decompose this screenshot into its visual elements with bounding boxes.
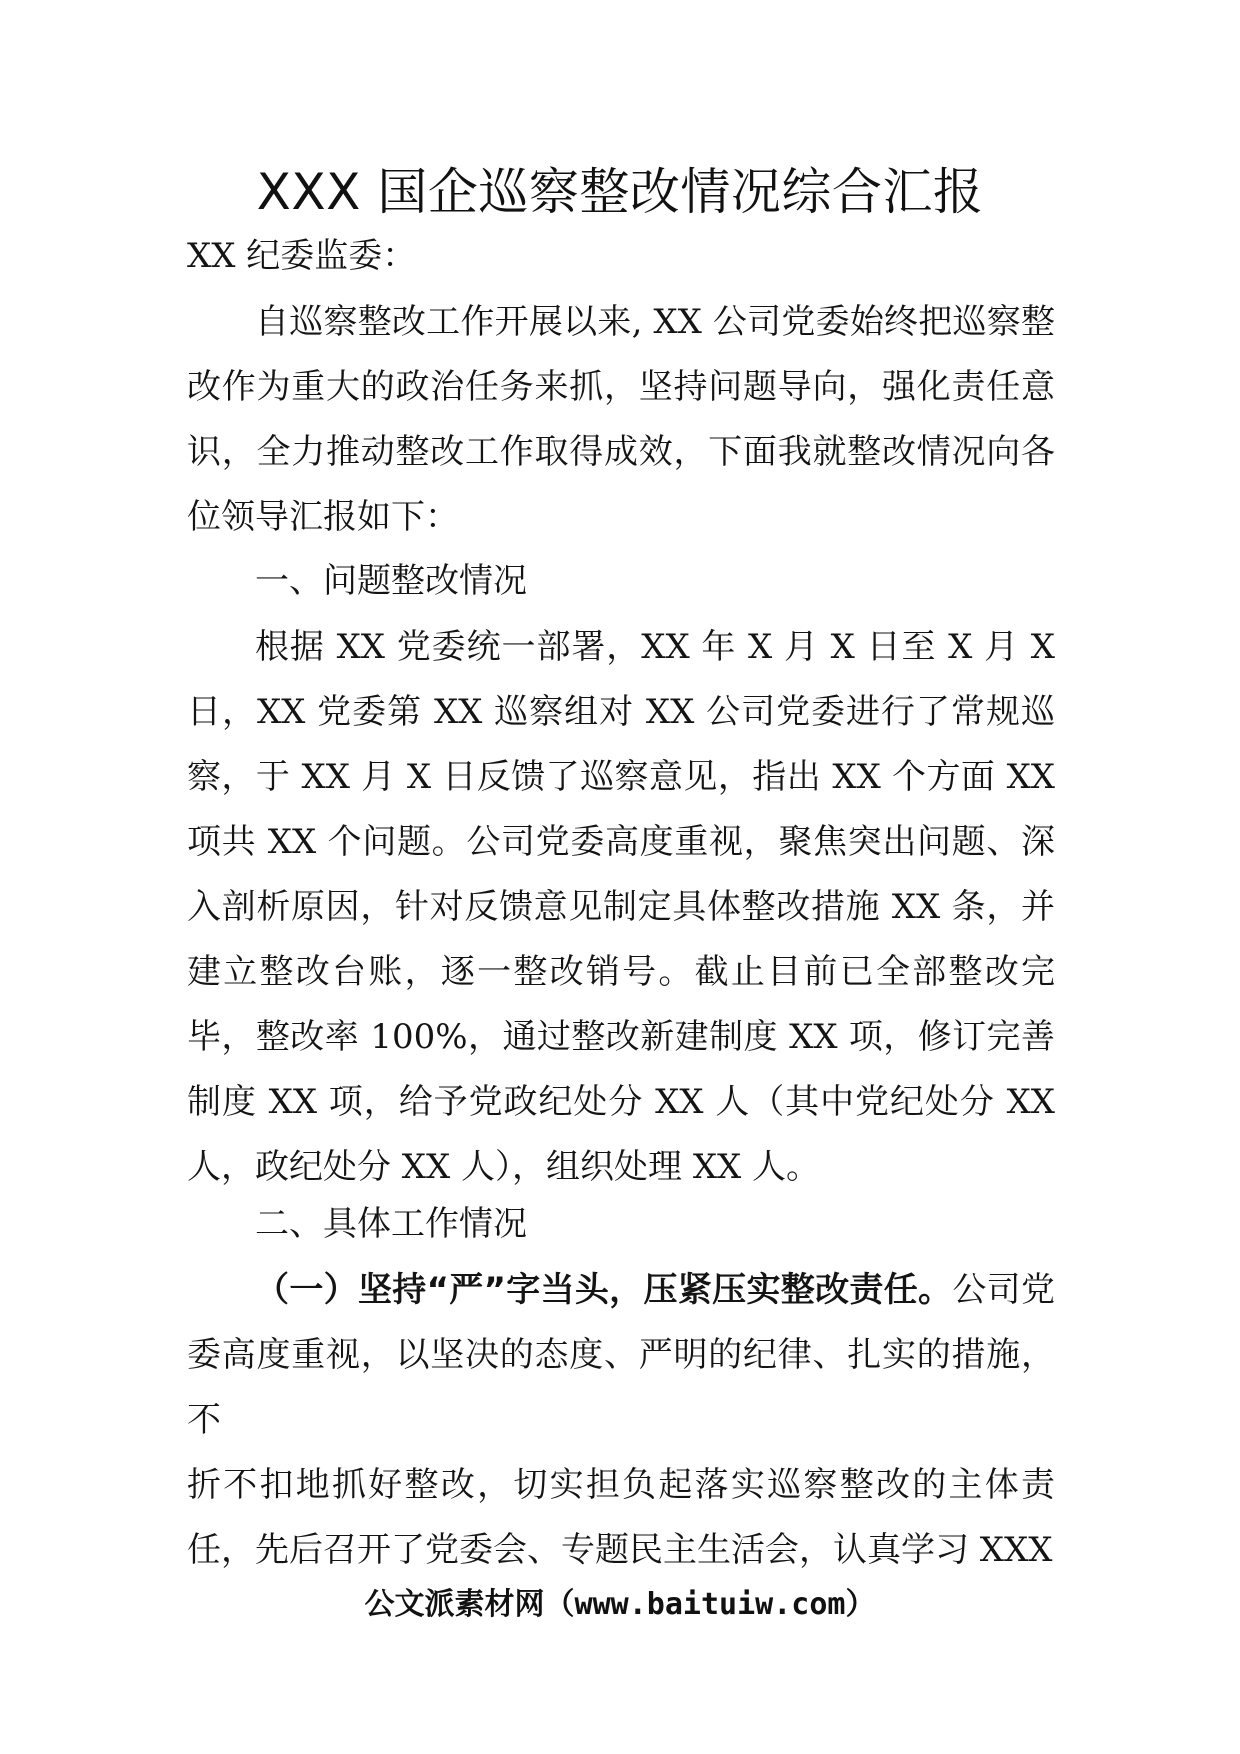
paragraph-lead-rest: 公司党委高度重视，以坚决的态度、严明的纪律、扎实的措施，不 — [187, 1270, 1055, 1440]
paragraph-continued: 折不扣地抓好整改，切实担负起落实巡察整改的主体责任，先后召开了党委会、专题民主生活会，认真学习 XXX — [187, 1465, 1055, 1570]
paragraph-lead-bold: （一）坚持“严”字当头，压紧压实整改责任。 — [255, 1270, 953, 1310]
section-heading-1: 一、问题整改情况 — [255, 561, 527, 601]
document-title: XXX 国企巡察整改情况综合汇报 — [256, 163, 984, 221]
paragraph-strict-responsibility — [187, 1258, 1055, 1453]
paragraph-rectification: 根据 XX 党委统一部署，XX 年 X 月 X 日至 X 月 X 日，XX 党委第 XX 巡察组对 XX 公司党委进行了常规巡察，于 XX 月 X 日反馈了巡察意见，指出 XX 个方面 XX 项共 XX 个问题。公司党委高度重视，聚焦突出问题、深入剖析原因，针对反馈意见制定具体整改措施 XX 条，并建立整改台账，逐一整改销号。截止目前已全部整改完毕，整改率 100%，通过整改新建制度 XX 项，修订完善制度 XX 项，给予党政纪处分 XX 人（其中党纪处分 XX 人，政纪处分 XX 人），组织处理 XX 人。 — [187, 627, 1055, 1187]
section-heading-2: 二、具体工作情况 — [255, 1204, 527, 1244]
paragraph-intro: 自巡察整改工作开展以来, XX 公司党委始终把巡察整改作为重大的政治任务来抓，坚持问题导向，强化责任意识，全力推动整改工作取得成效，下面我就整改情况向各位领导汇报如下： — [187, 302, 1055, 537]
source-footer: 公文派素材网（www.baituiw.com） — [364, 1587, 876, 1622]
salutation: XX 纪委监委： — [187, 236, 417, 276]
